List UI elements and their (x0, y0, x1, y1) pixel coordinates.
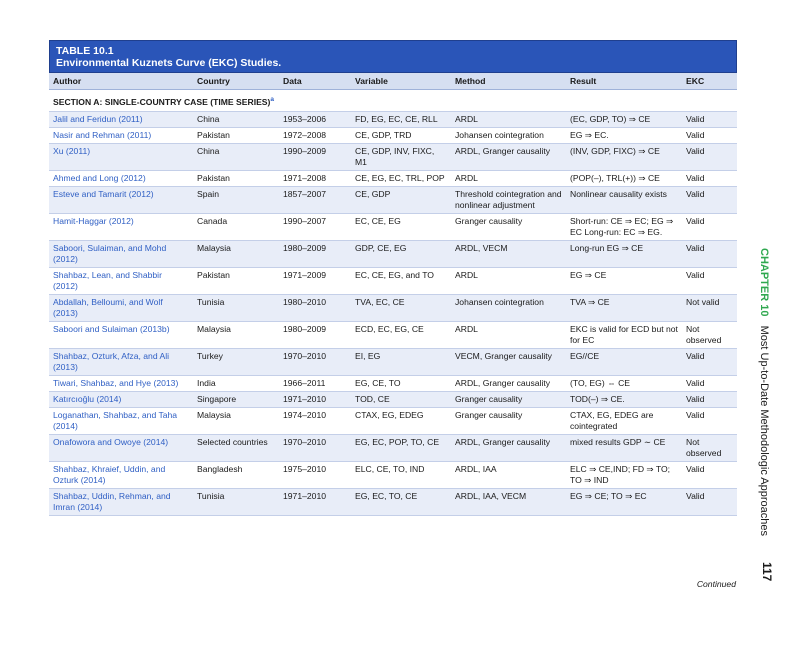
cell-country: Spain (193, 186, 279, 213)
section-row (49, 90, 737, 112)
cell-data: 1980–2009 (279, 240, 351, 267)
cell-method: ARDL (451, 111, 566, 127)
cell-variable: EG, EC, POP, TO, CE (351, 434, 451, 461)
cell-result: Nonlinear causality exists (566, 186, 682, 213)
header-data: Data (279, 73, 351, 90)
cell-variable: ELC, CE, TO, IND (351, 461, 451, 488)
cell-variable: CE, GDP, TRD (351, 127, 451, 143)
table-row (49, 434, 737, 461)
header-variable: Variable (351, 73, 451, 90)
cell-author[interactable]: Hamit-Haggar (2012) (49, 213, 193, 240)
cell-result: (EC, GDP, TO) ⇒ CE (566, 111, 682, 127)
cell-data: 1971–2008 (279, 170, 351, 186)
page-number: 117 (760, 562, 774, 582)
cell-method: Threshold cointegration and nonlinear adjustment (451, 186, 566, 213)
cell-country: Pakistan (193, 127, 279, 143)
ekc-table (49, 40, 737, 516)
table-row (49, 213, 737, 240)
cell-result: TOD(–) ⇒ CE. (566, 391, 682, 407)
cell-method: ARDL, Granger causality (451, 434, 566, 461)
table-row (49, 375, 737, 391)
cell-ekc: Valid (682, 186, 737, 213)
cell-ekc: Valid (682, 407, 737, 434)
cell-author[interactable]: Shahbaz, Ozturk, Afza, and Ali (2013) (49, 348, 193, 375)
table-row (49, 348, 737, 375)
cell-ekc: Valid (682, 213, 737, 240)
cell-ekc: Valid (682, 375, 737, 391)
cell-method: ARDL, VECM (451, 240, 566, 267)
cell-ekc: Not observed (682, 434, 737, 461)
cell-variable: CE, EG, EC, TRL, POP (351, 170, 451, 186)
cell-country: Turkey (193, 348, 279, 375)
cell-ekc: Not observed (682, 321, 737, 348)
cell-data: 1975–2010 (279, 461, 351, 488)
table-title: Environmental Kuznets Curve (EKC) Studies. (56, 57, 282, 69)
cell-country: Selected countries (193, 434, 279, 461)
cell-method: Granger causality (451, 213, 566, 240)
cell-data: 1953–2006 (279, 111, 351, 127)
section-a-label: SECTION A: SINGLE-COUNTRY CASE (TIME SERIES) (53, 96, 271, 107)
cell-country: Pakistan (193, 267, 279, 294)
cell-ekc: Valid (682, 267, 737, 294)
cell-result: ELC ⇒ CE,IND; FD ⇒ TO; TO ⇒ IND (566, 461, 682, 488)
cell-author[interactable]: Esteve and Tamarit (2012) (49, 186, 193, 213)
cell-author[interactable]: Shahbaz, Lean, and Shabbir (2012) (49, 267, 193, 294)
cell-ekc: Valid (682, 170, 737, 186)
cell-result: EKC is valid for ECD but not for EC (566, 321, 682, 348)
table-number: TABLE 10.1 (56, 45, 114, 57)
header-country: Country (193, 73, 279, 90)
cell-author[interactable]: Jalil and Feridun (2011) (49, 111, 193, 127)
cell-result: (POP(–), TRL(+)) ⇒ CE (566, 170, 682, 186)
cell-country: Pakistan (193, 170, 279, 186)
cell-country: Bangladesh (193, 461, 279, 488)
continued-note: Continued (696, 579, 736, 589)
table-row (49, 127, 737, 143)
cell-author[interactable]: Saboori, Sulaiman, and Mohd (2012) (49, 240, 193, 267)
table-row (49, 391, 737, 407)
table-row (49, 461, 737, 488)
table-row (49, 111, 737, 127)
cell-author[interactable]: Ahmed and Long (2012) (49, 170, 193, 186)
table-row (49, 294, 737, 321)
cell-method: ARDL (451, 267, 566, 294)
cell-result: TVA ⇒ CE (566, 294, 682, 321)
cell-data: 1990–2009 (279, 143, 351, 170)
cell-variable: EI, EG (351, 348, 451, 375)
cell-method: Johansen cointegration (451, 127, 566, 143)
cell-country: China (193, 111, 279, 127)
studies-table (49, 73, 737, 516)
cell-author[interactable]: Shahbaz, Uddin, Rehman, and Imran (2014) (49, 488, 193, 515)
table-row (49, 143, 737, 170)
cell-method: ARDL (451, 321, 566, 348)
cell-variable: ECD, EC, EG, CE (351, 321, 451, 348)
cell-method: Granger causality (451, 407, 566, 434)
cell-ekc: Valid (682, 391, 737, 407)
cell-data: 1970–2010 (279, 348, 351, 375)
cell-result: Short-run: CE ⇒ EC; EG ⇒ EC Long-run: EC ⇒ EG. (566, 213, 682, 240)
cell-result: EG//CE (566, 348, 682, 375)
cell-data: 1980–2009 (279, 321, 351, 348)
header-method: Method (451, 73, 566, 90)
cell-country: Singapore (193, 391, 279, 407)
cell-author[interactable]: Tiwari, Shahbaz, and Hye (2013) (49, 375, 193, 391)
cell-variable: TOD, CE (351, 391, 451, 407)
cell-variable: CE, GDP, INV, FIXC, M1 (351, 143, 451, 170)
cell-variable: EG, EC, TO, CE (351, 488, 451, 515)
table-row (49, 240, 737, 267)
cell-ekc: Not valid (682, 294, 737, 321)
cell-country: Tunisia (193, 488, 279, 515)
cell-result: CTAX, EG, EDEG are cointegrated (566, 407, 682, 434)
cell-data: 1972–2008 (279, 127, 351, 143)
cell-method: ARDL, IAA, VECM (451, 488, 566, 515)
section-a-footnote-mark: a (270, 96, 275, 103)
cell-variable: FD, EG, EC, CE, RLL (351, 111, 451, 127)
cell-result: Long-run EG ⇒ CE (566, 240, 682, 267)
cell-data: 1990–2007 (279, 213, 351, 240)
cell-data: 1971–2010 (279, 391, 351, 407)
chapter-running-head (754, 248, 774, 536)
cell-author[interactable]: Xu (2011) (49, 143, 193, 170)
cell-method: ARDL, IAA (451, 461, 566, 488)
cell-method: ARDL, Granger causality (451, 375, 566, 391)
cell-country: Malaysia (193, 240, 279, 267)
cell-result: EG ⇒ EC. (566, 127, 682, 143)
cell-country: Malaysia (193, 321, 279, 348)
cell-ekc: Valid (682, 127, 737, 143)
header-ekc: EKC (682, 73, 737, 90)
chapter-title: Most Up-to-Date Methodologic Approaches (758, 325, 770, 536)
cell-variable: EC, CE, EG (351, 213, 451, 240)
cell-data: 1966–2011 (279, 375, 351, 391)
cell-country: Canada (193, 213, 279, 240)
cell-country: China (193, 143, 279, 170)
cell-data: 1971–2010 (279, 488, 351, 515)
chapter-label: CHAPTER 10 (758, 248, 770, 317)
table-body (49, 90, 737, 516)
cell-data: 1980–2010 (279, 294, 351, 321)
cell-ekc: Valid (682, 348, 737, 375)
cell-variable: EG, CE, TO (351, 375, 451, 391)
cell-author[interactable]: Shahbaz, Khraief, Uddin, and Ozturk (2014) (49, 461, 193, 488)
header-author: Author (49, 73, 193, 90)
cell-ekc: Valid (682, 461, 737, 488)
table-row (49, 170, 737, 186)
cell-result: (TO, EG) ⇔ CE (566, 375, 682, 391)
cell-variable: GDP, CE, EG (351, 240, 451, 267)
cell-author[interactable]: Loganathan, Shahbaz, and Taha (2014) (49, 407, 193, 434)
cell-data: 1974–2010 (279, 407, 351, 434)
cell-result: (INV, GDP, FIXC) ⇒ CE (566, 143, 682, 170)
cell-variable: CTAX, EG, EDEG (351, 407, 451, 434)
cell-data: 1971–2009 (279, 267, 351, 294)
cell-ekc: Valid (682, 488, 737, 515)
table-row (49, 186, 737, 213)
cell-author[interactable]: Katırcıoğlu (2014) (49, 391, 193, 407)
cell-method: VECM, Granger causality (451, 348, 566, 375)
header-row (49, 73, 737, 90)
cell-variable: TVA, EC, CE (351, 294, 451, 321)
cell-variable: CE, GDP (351, 186, 451, 213)
cell-method: Johansen cointegration (451, 294, 566, 321)
cell-country: India (193, 375, 279, 391)
cell-result: EG ⇒ CE; TO ⇒ EC (566, 488, 682, 515)
cell-country: Malaysia (193, 407, 279, 434)
cell-method: Granger causality (451, 391, 566, 407)
cell-result: EG ⇒ CE (566, 267, 682, 294)
section-a-heading (49, 90, 737, 112)
table-row (49, 488, 737, 515)
header-result: Result (566, 73, 682, 90)
cell-author[interactable]: Onafowora and Owoye (2014) (49, 434, 193, 461)
cell-author[interactable]: Nasir and Rehman (2011) (49, 127, 193, 143)
cell-author[interactable]: Saboori and Sulaiman (2013b) (49, 321, 193, 348)
cell-data: 1857–2007 (279, 186, 351, 213)
cell-data: 1970–2010 (279, 434, 351, 461)
cell-method: ARDL, Granger causality (451, 143, 566, 170)
cell-variable: EC, CE, EG, and TO (351, 267, 451, 294)
cell-result: mixed results GDP ∼ CE (566, 434, 682, 461)
cell-ekc: Valid (682, 143, 737, 170)
table-row (49, 407, 737, 434)
table-row (49, 321, 737, 348)
cell-country: Tunisia (193, 294, 279, 321)
cell-ekc: Valid (682, 111, 737, 127)
cell-ekc: Valid (682, 240, 737, 267)
table-row (49, 267, 737, 294)
table-caption (49, 40, 737, 73)
cell-author[interactable]: Abdallah, Belloumi, and Wolf (2013) (49, 294, 193, 321)
cell-method: ARDL (451, 170, 566, 186)
